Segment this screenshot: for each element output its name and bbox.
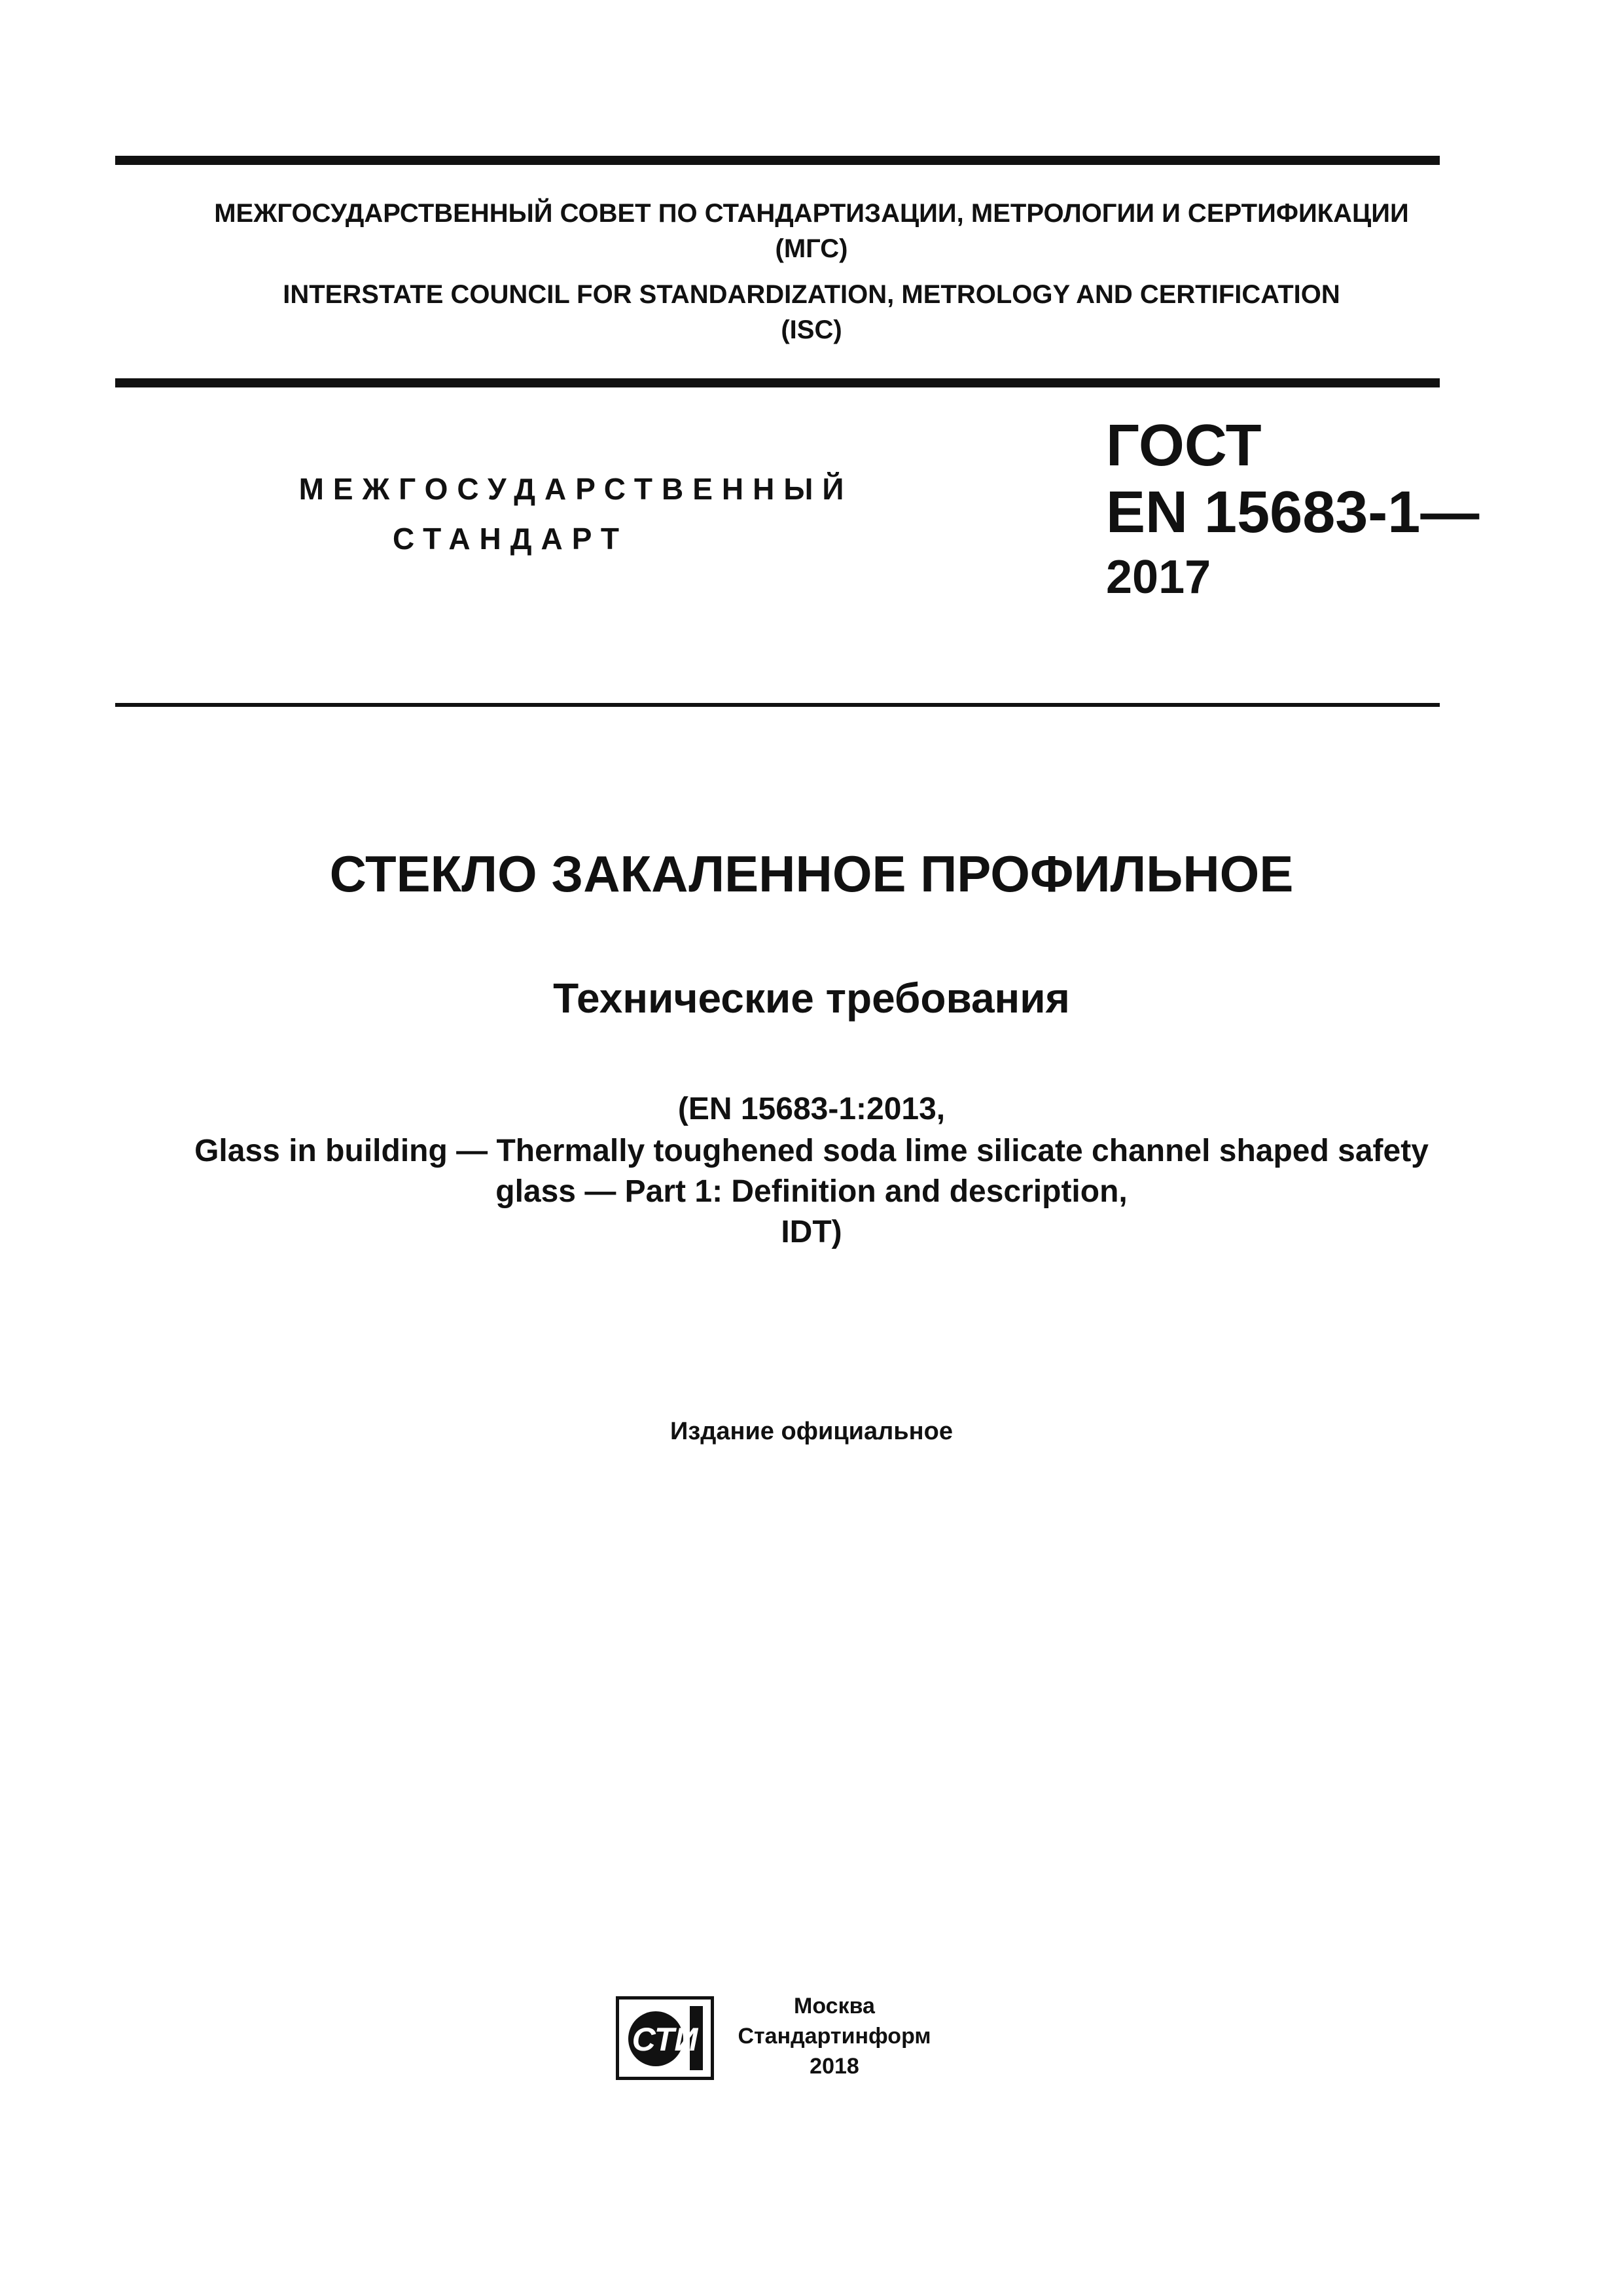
main-title: СТЕКЛО ЗАКАЛЕННОЕ ПРОФИЛЬНОЕ	[329, 845, 1294, 903]
council-abbr-en: (ISC)	[781, 315, 842, 344]
gost-year: 2017	[1106, 551, 1211, 603]
gost-label: ГОСТ	[1106, 413, 1262, 478]
publisher-name: Стандартинформ	[738, 2024, 931, 2049]
logo-text: СТИ	[632, 2021, 698, 2058]
publisher-year: 2018	[810, 2054, 859, 2079]
standard-type-line2: СТАНДАРТ	[393, 522, 628, 556]
council-name-en: INTERSTATE COUNCIL FOR STANDARDIZATION, METROLOGY AND CERTIFICATION	[283, 280, 1340, 309]
gost-designation	[1106, 412, 1479, 609]
standartinform-logo-icon	[619, 2000, 711, 2077]
council-name-ru: МЕЖГОСУДАРСТВЕННЫЙ СОВЕТ ПО СТАНДАРТИЗАЦИИ, МЕТРОЛОГИИ И СЕРТИФИКАЦИИ	[214, 199, 1409, 228]
edition-note: Издание официальное	[670, 1418, 953, 1445]
reference-line1: (EN 15683-1:2013,	[677, 1092, 946, 1126]
council-abbr-ru: (МГС)	[775, 234, 848, 263]
publisher-info	[720, 1991, 949, 2081]
reference-line3: glass — Part 1: Definition and description,	[495, 1174, 1128, 1209]
gost-number: EN 15683-1—	[1106, 480, 1480, 545]
reference-line4: IDT)	[781, 1215, 842, 1249]
header-rule	[115, 378, 1440, 387]
designation-rule	[115, 703, 1440, 707]
standartinform-logo	[616, 1996, 714, 2080]
standard-type-line1: МЕЖГОСУДАРСТВЕННЫЙ	[298, 472, 853, 506]
subtitle: Технические требования	[553, 975, 1070, 1022]
reference-line2: Glass in building — Thermally toughened soda lime silicate channel shaped safety	[194, 1134, 1429, 1168]
publisher-city: Москва	[794, 1994, 875, 2018]
top-rule	[115, 156, 1440, 165]
